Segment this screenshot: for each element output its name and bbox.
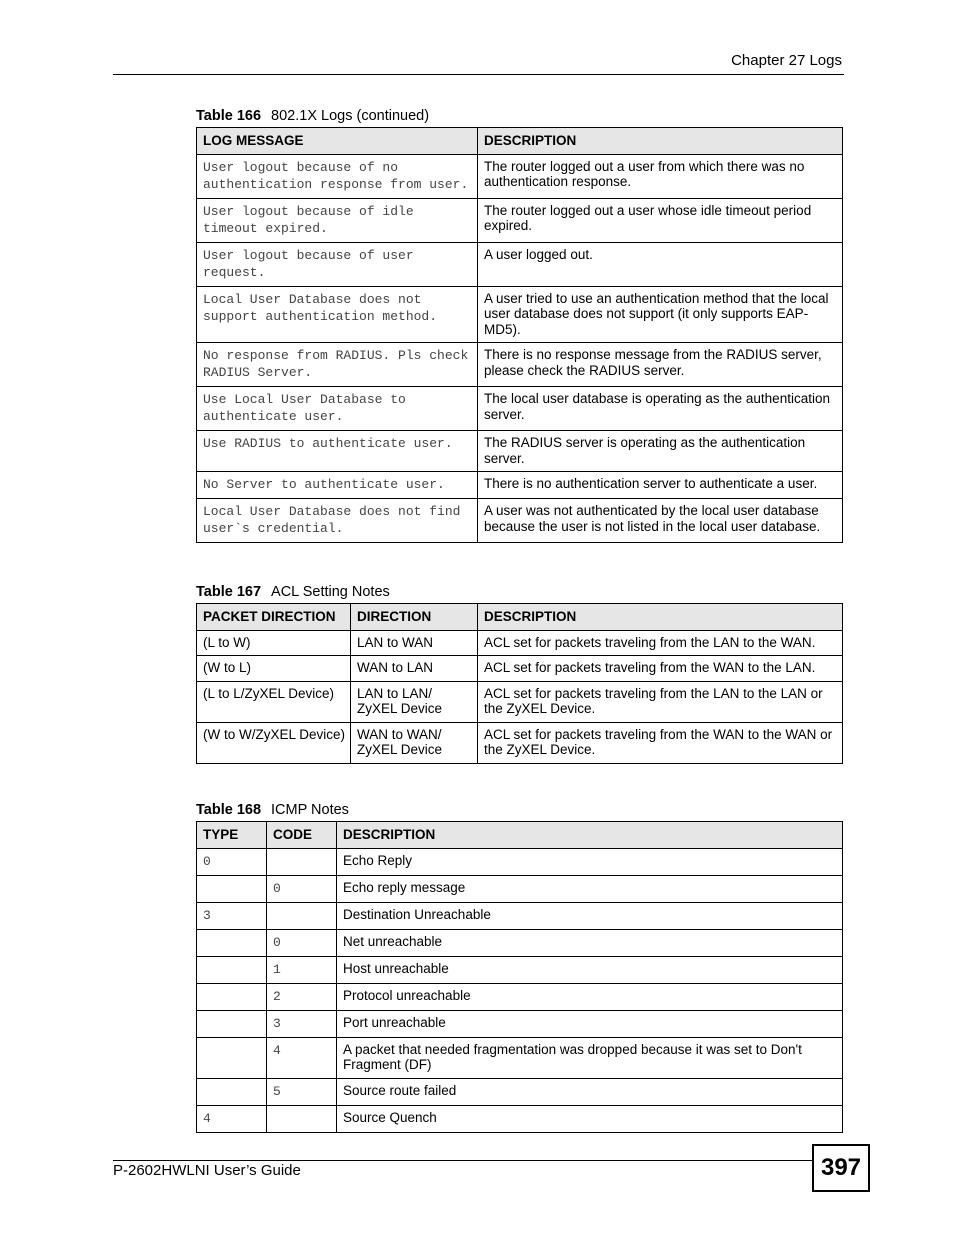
- table-cell: User logout because of idle timeout expired.: [197, 198, 478, 242]
- table-cell: 1: [267, 956, 337, 983]
- table-cell: LAN to LAN/ ZyXEL Device: [351, 681, 478, 722]
- table-cell: 0: [197, 848, 267, 875]
- table-cell: The local user database is operating as the authentication server.: [478, 387, 843, 431]
- column-header-log-message: LOG MESSAGE: [197, 128, 478, 155]
- table-cell: 3: [197, 902, 267, 929]
- table-cell: Local User Database does not support authentication method.: [197, 286, 478, 343]
- table-cell: LAN to WAN: [351, 630, 478, 656]
- table-cell: Echo Reply: [337, 848, 843, 875]
- table-cell: Net unreachable: [337, 929, 843, 956]
- table-cell: User logout because of no authentication response from user.: [197, 154, 478, 198]
- table-cell: WAN to LAN: [351, 656, 478, 682]
- table-row: [197, 343, 843, 387]
- table-cell: [267, 848, 337, 875]
- table-row: [197, 1010, 843, 1037]
- table-cell: 3: [267, 1010, 337, 1037]
- table-cell: ACL set for packets traveling from the WAN to the LAN.: [478, 656, 843, 682]
- table-row: [197, 387, 843, 431]
- table-cell: No response from RADIUS. Pls check RADIUS Server.: [197, 343, 478, 387]
- table-cell: [197, 1010, 267, 1037]
- table-802-1x-logs: [196, 127, 843, 543]
- table-166-title: 802.1X Logs (continued): [271, 108, 430, 124]
- table-row: [197, 875, 843, 902]
- table-cell: [267, 902, 337, 929]
- table-cell: 0: [267, 875, 337, 902]
- table-cell: (W to W/ZyXEL Device): [197, 722, 351, 763]
- table-row: [197, 154, 843, 198]
- table-168-caption: [196, 802, 349, 818]
- header-divider: [113, 74, 844, 75]
- table-row: [197, 472, 843, 499]
- table-row: [197, 630, 843, 656]
- table-cell: Source Quench: [337, 1105, 843, 1132]
- table-row: [197, 983, 843, 1010]
- table-cell: A packet that needed fragmentation was dropped because it was set to Don't Fragment (DF): [337, 1037, 843, 1078]
- table-cell: [197, 956, 267, 983]
- table-cell: Use Local User Database to authenticate user.: [197, 387, 478, 431]
- table-row: [197, 1037, 843, 1078]
- table-cell: The router logged out a user from which there was no authentication response.: [478, 154, 843, 198]
- table-cell: (W to L): [197, 656, 351, 682]
- table-cell: 5: [267, 1078, 337, 1105]
- table-cell: Destination Unreachable: [337, 902, 843, 929]
- table-cell: ACL set for packets traveling from the LAN to the LAN or the ZyXEL Device.: [478, 681, 843, 722]
- table-row: [197, 286, 843, 343]
- table-cell: WAN to WAN/ ZyXEL Device: [351, 722, 478, 763]
- table-cell: A user logged out.: [478, 242, 843, 286]
- table-cell: User logout because of user request.: [197, 242, 478, 286]
- column-header-packet-direction: PACKET DIRECTION: [197, 604, 351, 631]
- table-cell: (L to W): [197, 630, 351, 656]
- table-cell: [197, 875, 267, 902]
- table-cell: Host unreachable: [337, 956, 843, 983]
- table-cell: (L to L/ZyXEL Device): [197, 681, 351, 722]
- table-168-number: Table 168: [196, 802, 262, 818]
- table-cell: 4: [267, 1037, 337, 1078]
- column-header-description: DESCRIPTION: [337, 822, 843, 849]
- table-cell: Source route failed: [337, 1078, 843, 1105]
- table-cell: There is no authentication server to authenticate a user.: [478, 472, 843, 499]
- table-row: [197, 1078, 843, 1105]
- table-cell: ACL set for packets traveling from the LAN to the WAN.: [478, 630, 843, 656]
- table-row: [197, 848, 843, 875]
- table-cell: No Server to authenticate user.: [197, 472, 478, 499]
- table-cell: Protocol unreachable: [337, 983, 843, 1010]
- table-row: [197, 499, 843, 543]
- table-cell: [197, 1078, 267, 1105]
- column-header-description: DESCRIPTION: [478, 128, 843, 155]
- table-cell: [197, 929, 267, 956]
- table-166-caption: [196, 108, 429, 124]
- table-cell: ACL set for packets traveling from the WAN to the WAN or the ZyXEL Device.: [478, 722, 843, 763]
- table-cell: The router logged out a user whose idle timeout period expired.: [478, 198, 843, 242]
- table-row: [197, 681, 843, 722]
- table-cell: A user tried to use an authentication method that the local user database does not support (it only supports EAP-MD5).: [478, 286, 843, 343]
- page-number: 397: [812, 1144, 870, 1192]
- column-header-direction: DIRECTION: [351, 604, 478, 631]
- table-167-title: ACL Setting Notes: [271, 584, 390, 600]
- table-cell: 2: [267, 983, 337, 1010]
- table-cell: 0: [267, 929, 337, 956]
- column-header-description: DESCRIPTION: [478, 604, 843, 631]
- table-row: [197, 902, 843, 929]
- table-cell: Echo reply message: [337, 875, 843, 902]
- table-cell: The RADIUS server is operating as the authentication server.: [478, 431, 843, 472]
- table-167-number: Table 167: [196, 584, 262, 600]
- table-row: [197, 1105, 843, 1132]
- table-167-caption: [196, 584, 390, 600]
- table-cell: [267, 1105, 337, 1132]
- table-icmp-notes: [196, 821, 843, 1133]
- table-row: [197, 431, 843, 472]
- table-cell: 4: [197, 1105, 267, 1132]
- table-168-title: ICMP Notes: [271, 802, 349, 818]
- table-cell: [197, 1037, 267, 1078]
- table-row: [197, 198, 843, 242]
- column-header-type: TYPE: [197, 822, 267, 849]
- table-row: [197, 929, 843, 956]
- table-cell: Use RADIUS to authenticate user.: [197, 431, 478, 472]
- table-row: [197, 242, 843, 286]
- table-cell: Port unreachable: [337, 1010, 843, 1037]
- footer-divider: [113, 1160, 813, 1161]
- table-cell: Local User Database does not find user`s credential.: [197, 499, 478, 543]
- table-row: [197, 956, 843, 983]
- chapter-header: Chapter 27 Logs: [731, 52, 842, 69]
- table-cell: A user was not authenticated by the local user database because the user is not listed in the local user database.: [478, 499, 843, 543]
- table-acl-setting-notes: [196, 603, 843, 764]
- table-cell: [197, 983, 267, 1010]
- table-row: [197, 656, 843, 682]
- column-header-code: CODE: [267, 822, 337, 849]
- table-row: [197, 722, 843, 763]
- guide-title: P-2602HWLNI User’s Guide: [113, 1162, 301, 1179]
- table-166-number: Table 166: [196, 108, 262, 124]
- table-cell: There is no response message from the RADIUS server, please check the RADIUS server.: [478, 343, 843, 387]
